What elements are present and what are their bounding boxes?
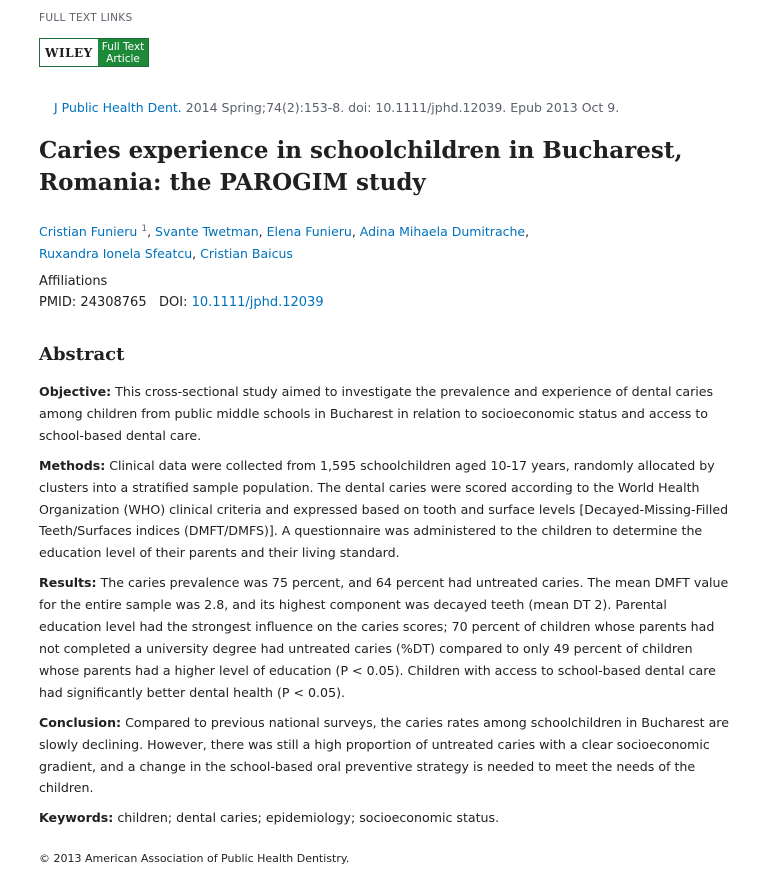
- author-link[interactable]: Cristian Baicus: [200, 246, 293, 262]
- full-text-links-label: FULL TEXT LINKS: [39, 12, 133, 24]
- abstract-results: [39, 572, 731, 703]
- keywords: [39, 807, 731, 829]
- abstract-body: [39, 381, 731, 829]
- author-link[interactable]: Svante Twetman: [155, 224, 259, 240]
- author-separator: ,: [351, 224, 360, 240]
- wiley-logo: WILEY: [40, 39, 98, 66]
- section-label: Results:: [39, 575, 97, 591]
- author-link[interactable]: Ruxandra Ionela Sfeatcu: [39, 246, 193, 262]
- keywords-label: Keywords:: [39, 810, 114, 826]
- keywords-text: children; dental caries; epidemiology; socioeconomic status.: [113, 810, 500, 826]
- author-link[interactable]: Cristian Funieru: [39, 224, 138, 240]
- section-label: Conclusion:: [39, 714, 122, 730]
- pmid-label: PMID:: [39, 295, 77, 310]
- citation: [54, 100, 619, 115]
- copyright-notice: © 2013 American Association of Public Health Dentistry.: [39, 852, 350, 865]
- abstract-methods: [39, 455, 731, 565]
- abstract-heading: Abstract: [39, 344, 125, 365]
- section-text: This cross-sectional study aimed to investigate the prevalence and experience of dental caries among children from public middle schools in Bucharest in relation to socioeconomic status and access to school-based dental care.: [39, 384, 714, 443]
- journal-link[interactable]: J Public Health Dent.: [54, 100, 182, 115]
- author-separator: ,: [258, 224, 267, 240]
- abstract-objective: [39, 381, 731, 447]
- abstract-conclusion: [39, 712, 731, 800]
- article-identifiers: [39, 295, 324, 310]
- section-label: Methods:: [39, 457, 106, 473]
- author-list: [39, 218, 729, 265]
- section-label: Objective:: [39, 384, 112, 399]
- affiliation-ref[interactable]: 1: [141, 224, 148, 234]
- author-separator: ,: [147, 224, 156, 240]
- full-text-line: Full Text: [101, 40, 145, 53]
- doi-link[interactable]: 10.1111/jphd.12039: [191, 295, 324, 310]
- author-link[interactable]: Elena Funieru: [266, 224, 352, 240]
- section-text: Clinical data were collected from 1,595 schoolchildren aged 10-17 years, randomly allocated by clusters into a stratified sample population. The dental caries were scored according to the World Health Organization (WHO) clinical criteria and expressed based on tooth and surface levels [Decayed-Missing-Filled Teeth/Surfaces indices (DMFT/DMFS)]. A questionnaire was administered to the children to determine the education level of their parents and their living standard.: [39, 457, 729, 561]
- article-title: Caries experience in schoolchildren in Bucharest, Romania: the PAROGIM study: [39, 137, 683, 196]
- author-separator: ,: [525, 224, 530, 240]
- affiliations-toggle[interactable]: Affiliations: [39, 274, 108, 289]
- citation-details: 2014 Spring;74(2):153-8. doi: 10.1111/jphd.12039. Epub 2013 Oct 9.: [181, 100, 620, 115]
- author-link[interactable]: Adina Mihaela Dumitrache: [359, 224, 526, 240]
- doi-label: DOI:: [159, 295, 188, 310]
- author-separator: ,: [192, 246, 201, 262]
- section-text: The caries prevalence was 75 percent, and 64 percent had untreated caries. The mean DMFT value for the entire sample was 2.8, and its highest component was decayed teeth (mean DT 2). Parental education level had the strongest influence on the caries scores; 70 percent of children whose parents had not completed a university degree had untreated caries (%DT) compared to only 49 percent of children whose parents had a higher level of education (P < 0.05). Children with access to school-based dental care had significantly better dental health (P < 0.05).: [39, 575, 729, 700]
- article-line: Article: [106, 52, 140, 65]
- section-text: Compared to previous national surveys, the caries rates among schoolchildren in Bucharest are slowly declining. However, there was still a high proportion of untreated caries with a clear socioeconomic gradient, and a change in the school-based oral preventive strategy is needed to meet the needs of the children.: [39, 714, 729, 796]
- wiley-full-text-button[interactable]: [39, 38, 149, 67]
- pmid-value: 24308765: [80, 295, 147, 310]
- full-text-article-badge: [98, 39, 149, 66]
